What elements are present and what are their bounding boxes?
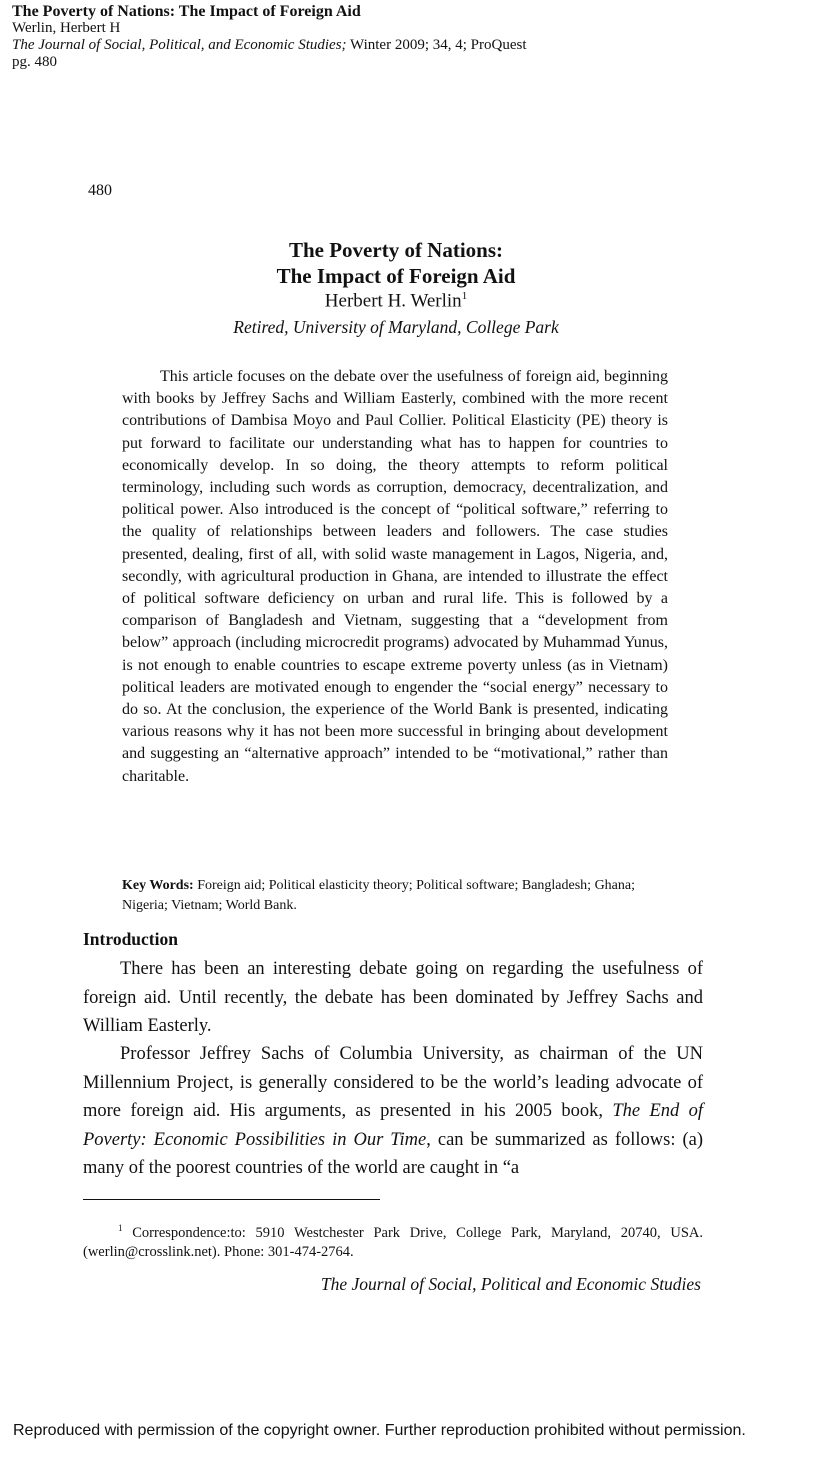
citation-author: Werlin, Herbert H: [12, 20, 121, 36]
citation-journal-details: Winter 2009; 34, 4; ProQuest: [346, 37, 527, 53]
copyright-notice: Reproduced with permission of the copyright owner. Further reproduction prohibited without permission.: [13, 1422, 746, 1439]
intro-paragraph-1: There has been an interesting debate going on regarding the usefulness of foreign aid. Until recently, the debate has been dominated by Jeffrey Sachs and William Easterly.: [83, 959, 703, 1036]
citation-source: [12, 37, 527, 54]
author-footnote-mark: 1: [461, 290, 468, 302]
intro-paragraph-2-start: Professor Jeffrey Sachs of Columbia University, as chairman of the UN Millennium Project, is generally considered to be the world’s leading advocate of more foreign aid. His arguments, as presented in his 2005 book,: [83, 1044, 703, 1121]
citation-header: [12, 3, 527, 71]
page-number: 480: [88, 182, 112, 199]
abstract: This article focuses on the debate over the usefulness of foreign aid, beginning with books by Jeffrey Sachs and William Easterly, combined with the more recent contributions of Dambisa Moyo and Paul Collier. Political Elasticity (PE) theory is put forward to facilitate our understanding what has to happen for countries to economically develop. In so doing, the theory attempts to reform political terminology, including such words as corruption, democracy, decentralization, and political power. Also introduced is the concept of “political software,” referring to the quality of relationships between leaders and followers. The case studies presented, dealing, first of all, with solid waste management in Lagos, Nigeria, and, secondly, with agricultural production in Ghana, are intended to illustrate the effect of political software deficiency on urban and rural life. This is followed by a comparison of Bangladesh and Vietnam, suggesting that a “development from below” approach (including microcredit programs) advocated by Muhammad Yunus, is not enough to enable countries to escape extreme poverty unless (as in Vietnam) political leaders are motivated enough to engender the “social energy” necessary to do so. At the conclusion, the experience of the World Bank is presented, indicating various reasons why it has not been more successful in bringing about development and suggesting an “alternative approach” intended to be “motivational,” rather than charitable.: [122, 368, 668, 785]
article-title-line1: The Poverty of Nations:: [288, 238, 504, 262]
author-name: Herbert H. Werlin: [324, 290, 462, 312]
citation-journal: The Journal of Social, Political, and Economic Studies;: [12, 37, 347, 53]
citation-page: pg. 480: [12, 54, 57, 70]
footnote-mark: 1: [118, 1223, 123, 1233]
citation-title: The Poverty of Nations: The Impact of Foreign Aid: [12, 3, 361, 20]
author-affiliation: Retired, University of Maryland, College Park: [233, 317, 559, 337]
article-title-line2: The Impact of Foreign Aid: [276, 264, 516, 288]
journal-footer: The Journal of Social, Political and Economic Studies: [320, 1274, 701, 1294]
footnote-text: Correspondence:to: 5910 Westchester Park Drive, College Park, Maryland, 20740, USA. (werlin@crosslink.net). Phone: 301-474-2764.: [83, 1224, 703, 1260]
keywords: [122, 876, 670, 916]
intro-paragraph-2: [83, 1040, 703, 1183]
footnote-divider: [83, 1199, 380, 1200]
footnote: [83, 1219, 703, 1262]
keywords-text: Foreign aid; Political elasticity theory; Political software; Bangladesh; Ghana; Nigeria; Vietnam; World Bank.: [122, 878, 635, 913]
article-author: [0, 290, 792, 312]
intro-paragraph-2-end: , can be summarized as follows: (a) many of the poorest countries of the world are caught in “a: [83, 1129, 703, 1178]
section-heading-introduction: Introduction: [83, 929, 178, 949]
book-title: The End of Poverty: Economic Possibilities in Our Time: [83, 1101, 703, 1150]
keywords-label: Key Words:: [122, 878, 194, 893]
